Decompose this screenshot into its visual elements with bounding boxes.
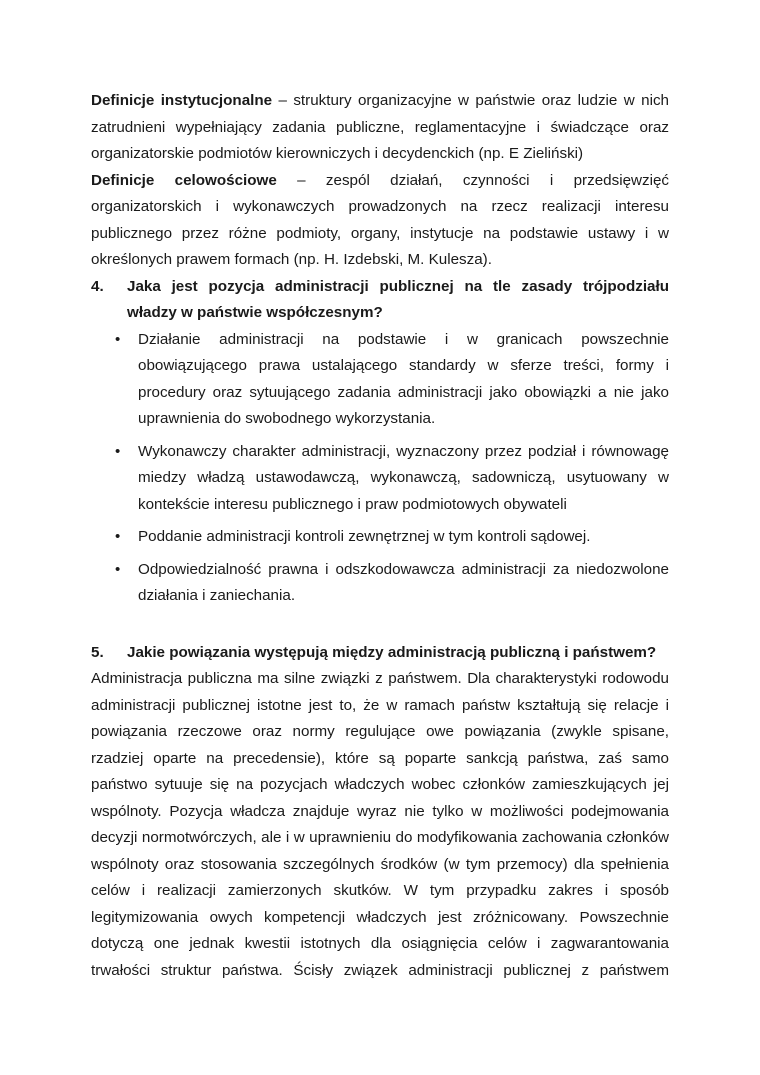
list-item <box>115 524 669 551</box>
definition-text: – struktury organizacyjne w państwie oraz ludzie w nich zatrudnieni wypełniający zadania publiczne, reglamentacyjne i świadczące oraz organizatorskie podmiotów kierowniczych i decydenckich (np. E Zieliński) <box>91 92 669 162</box>
document-page <box>91 88 669 984</box>
definition-term: Definicje celowościowe <box>91 171 277 189</box>
definition-text: – zespól działań, czynności i przedsięwzięć organizatorskich i wykonawczych prowadzonych na rzecz realizacji interesu publicznego przez różne podmioty, organy, instytucje na podstawie ustawy i w określonych prawem formach (np. H. Izdebski, M. Kulesza). <box>91 171 669 268</box>
list-item-text: Działanie administracji na podstawie i w granicach powszechnie obowiązującego prawa ustalającego standardy w sferze treści, formy i procedury oraz sytuującego zadania administracji jako obowiązki a nie jako uprawnienia do swobodnego wykorzystania. <box>138 330 669 427</box>
list-item <box>115 439 669 519</box>
definition-term: Definicje instytucjonalne <box>91 92 273 109</box>
bullet-icon: • <box>115 560 121 578</box>
question-5-heading <box>91 640 669 667</box>
question-number: 4. <box>91 277 104 295</box>
question-4-bullet-list <box>91 327 669 610</box>
definition-purposive <box>91 168 669 274</box>
question-text: Jakie powiązania występują między administracją publiczną i państwem? <box>127 643 657 661</box>
list-item-text: Wykonawczy charakter administracji, wyznaczony przez podział i równowagę miedzy władzą ustawodawczą, wykonawczą, sadowniczą, usytuowany w kontekście interesu publicznego i praw podmiotowych obywateli <box>138 442 669 513</box>
definition-institutional <box>91 88 669 168</box>
question-text: Jaka jest pozycja administracji publicznej na tle zasady trójpodziału władzy w państwie współczesnym? <box>127 277 669 321</box>
question-number: 5. <box>91 643 104 661</box>
bullet-icon: • <box>115 442 121 460</box>
spacer <box>91 616 669 636</box>
list-item-text: Poddanie administracji kontroli zewnętrznej w tym kontroli sądowej. <box>138 528 591 545</box>
question-5-answer: Administracja publiczna ma silne związki z państwem. Dla charakterystyki rodowodu administracji publicznej istotne jest to, że w ramach państw kształtują się relacje i powiązania rzeczowe oraz normy regulujące owe powiązania (zwykle spisane, rzadziej oparte na precedensie), które są poparte sankcją państwa, zaś samo państwo sytuuje się na pozycjach władczych wobec członków zamieszkujących jej wspólnoty. Pozycja władcza znajduje wyraz nie tylko w możliwości podejmowania decyzji normotwórczych, ale i w uprawnieniu do modyfikowania zachowania członków wspólnoty oraz stosowania szczególnych środków (w tym przemocy) dla spełnienia celów i realizacji zamierzonych skutków. W tym przypadku zakres i sposób legitymizowania owych kompetencji władczych jest zróżnicowany. Powszechnie dotyczą one jednak kwestii istotnych dla osiągnięcia celów i zagwarantowania trwałości struktur państwa. Ścisły związek administracji publicznej z państwem <box>91 670 669 979</box>
list-item <box>115 327 669 433</box>
list-item-text: Odpowiedzialność prawna i odszkodowawcza administracji za niedozwolone działania i zaniechania. <box>138 560 669 604</box>
list-item <box>115 557 669 610</box>
bullet-icon: • <box>115 528 121 545</box>
question-4-heading <box>91 274 669 327</box>
bullet-icon: • <box>115 330 121 348</box>
